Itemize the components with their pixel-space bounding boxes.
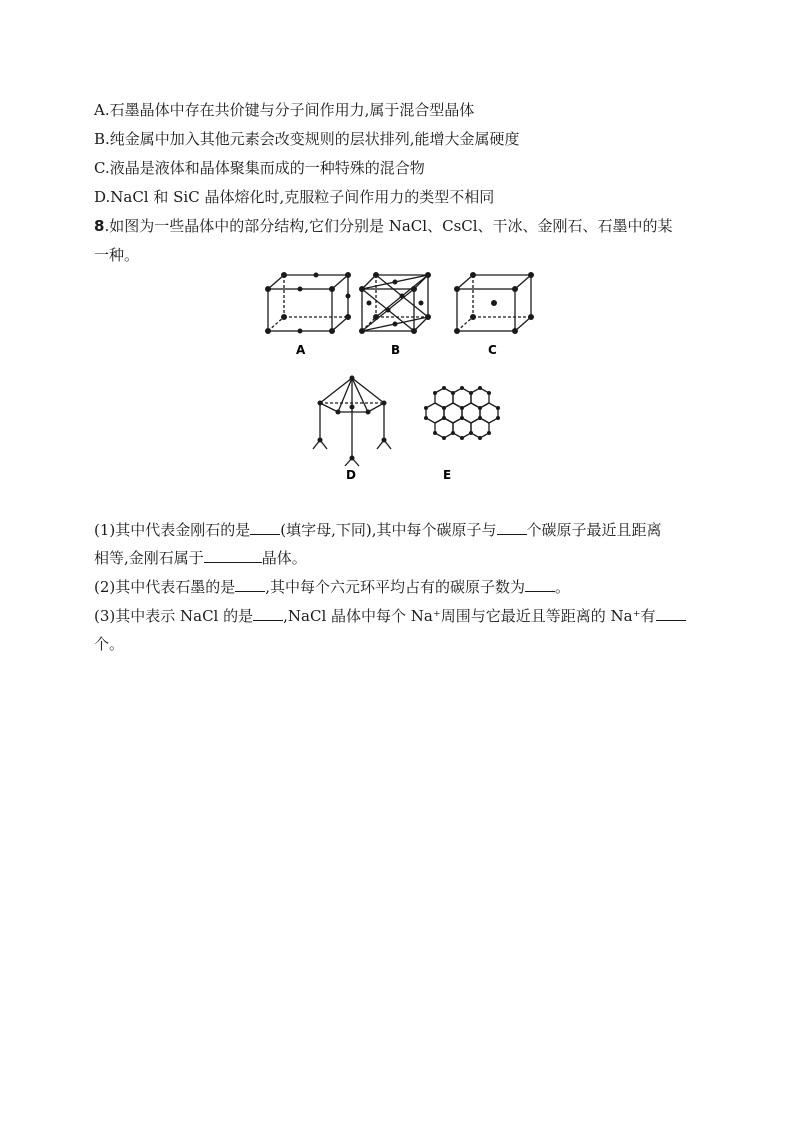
figure-d-diamond <box>313 378 391 466</box>
figure-label-a: A <box>296 343 306 357</box>
q8-sub2-text-c: 。 <box>555 578 571 596</box>
q8-sub3-text-b: ,NaCl 晶体中每个 Na⁺周围与它最近且等距离的 Na⁺有 <box>283 607 656 625</box>
q8-sub2-text-b: ,其中每个六元环平均占有的碳原子数为 <box>265 578 526 596</box>
q7-option-a: A.石墨晶体中存在共价键与分子间作用力,属于混合型晶体 <box>94 101 475 119</box>
q8-number: 8 <box>94 217 105 235</box>
crystal-structures-figure <box>250 268 550 483</box>
q8-sub3-line2: 个。 <box>94 635 125 653</box>
answer-blank[interactable] <box>250 520 280 535</box>
q8-sub1-line2 <box>94 548 307 568</box>
answer-blank[interactable] <box>497 520 527 535</box>
answer-blank[interactable] <box>235 577 265 592</box>
q8-sub1-text-e: 晶体。 <box>261 549 307 567</box>
q8-stem-text: .如图为一些晶体中的部分结构,它们分别是 NaCl、CsCl、干冰、金刚石、石墨中的某 <box>104 217 673 235</box>
q8-sub2-text-a: (2)其中代表石墨的是 <box>94 578 236 596</box>
q8-sub1-line1 <box>94 520 662 540</box>
figure-label-c: C <box>488 343 497 357</box>
answer-blank[interactable] <box>656 606 686 621</box>
answer-blank[interactable] <box>253 606 283 621</box>
q8-sub1-text-d: 相等,金刚石属于 <box>94 549 204 567</box>
figure-a-cube <box>268 275 348 331</box>
q8-sub2 <box>94 577 570 597</box>
figure-label-e: E <box>443 468 452 482</box>
q8-stem-line1 <box>94 216 673 236</box>
q8-sub3-text-a: (3)其中表示 NaCl 的是 <box>94 607 254 625</box>
figure-label-b: B <box>391 343 401 357</box>
answer-blank[interactable] <box>204 548 262 563</box>
answer-blank[interactable] <box>525 577 555 592</box>
q8-sub3-line1 <box>94 606 686 626</box>
figure-e-graphite <box>426 388 498 438</box>
q8-sub1-text-c: 个碳原子最近且距离 <box>526 521 662 539</box>
q7-option-b: B.纯金属中加入其他元素会改变规则的层状排列,能增大金属硬度 <box>94 130 520 148</box>
figure-label-d: D <box>346 468 356 482</box>
q7-option-d: D.NaCl 和 SiC 晶体熔化时,克服粒子间作用力的类型不相同 <box>94 188 495 206</box>
q7-option-c: C.液晶是液体和晶体聚集而成的一种特殊的混合物 <box>94 159 425 177</box>
q8-sub1-text-b: (填字母,下同),其中每个碳原子与 <box>280 521 497 539</box>
q8-sub1-text-a: (1)其中代表金刚石的是 <box>94 521 251 539</box>
q8-stem-line2: 一种。 <box>94 246 140 264</box>
